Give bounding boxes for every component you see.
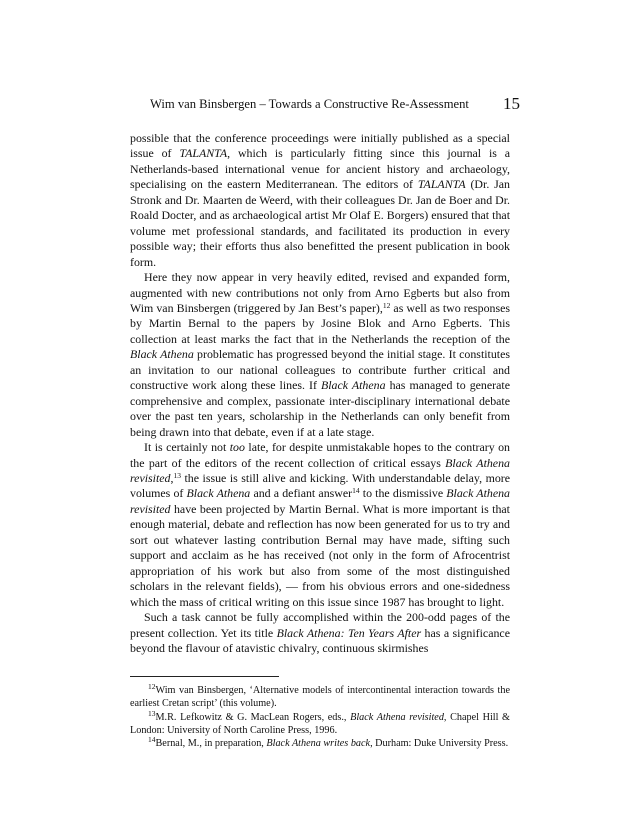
paragraph-1: possible that the conference proceedings were initially published as a special issue of TALANTA, which is particularly fitting since this journal is a Netherlands-based international venue for ancient history and archaeology, specialising on the eastern Mediterranean. The editors of TALANTA (Dr. Jan Stronk and Dr. Maarten de Weerd, with their colleagues Dr. Jan de Boer and Dr. Roald Docter, and as archaeological artist Mr Olaf E. Borgers) ensured that that volume met professional standards, and facilitated its production in every possible way; their efforts thus also benefitted the present publication in book form.: [130, 131, 510, 269]
journal-title: TALANTA: [179, 146, 228, 161]
footnote-ref-13[interactable]: 13: [173, 470, 181, 480]
footnote-separator: [130, 676, 279, 677]
footnotes: [130, 684, 510, 750]
page-number: 15: [503, 94, 520, 113]
book-title: Black Athena revisited: [350, 711, 444, 723]
paragraph-4: Such a task cannot be fully accomplished within the 200-odd pages of the present collection. Yet its title Black Athena: Ten Years After has a significance beyond the flavour of atavistic chivalry, continuous skirmishes: [130, 610, 510, 655]
book-title: Black Athena: [186, 486, 251, 501]
running-title: Wim van Binsbergen – Towards a Constructive Re-Assessment: [150, 97, 469, 111]
footnote-12: $^{12}$Wim van Binsbergen, ‘Alternative models of intercontinental interaction towards the earliest Cretan script’ (this volume).: [130, 682, 510, 710]
book-title: Black Athena revisited: [130, 455, 510, 485]
book-title: Black Athena: Ten Years After: [276, 625, 422, 640]
footnote-number: 14: [148, 735, 156, 745]
book-title: Black Athena: [130, 347, 194, 362]
book-title: Black Athena: [320, 378, 386, 393]
footnote-14: $^{14}$Bernal, M., in preparation, Black Athena writes back, Durham: Duke University Press.: [148, 735, 509, 750]
page-header: [150, 95, 520, 117]
footnote-13: $^{13}$M.R. Lefkowitz & G. MacLean Rogers, eds., Black Athena revisited, Chapel Hill & London: University of North Caroline Press, 1996.: [130, 708, 510, 736]
footnote-ref-12[interactable]: 12: [382, 300, 391, 310]
paragraph-3: It is certainly not too late, for despite unmistakable hopes to the contrary on the part of the editors of the recent collection of critical essays Black Athena revisited,$^{13}$ the issue is still alive and kicking. With understandable delay, more volumes of Black Athena and a defiant answer$^{14}$ to the dismissive Black Athena revisited have been projected by Martin Bernal. What is more important is that enough material, debate and reflection has now been generated for us to try and sort out whatever lasting contribution Bernal may have made, sifting such support and acclaim as he has received (not only in the form of Afrocentrist appropriation of his work but also from some of the most distinguished scholars in the relevant fields), — from his obvious errors and one-sidedness which the mass of critical writing on this issue since 1987 has brought to light.: [130, 440, 511, 609]
footnote-ref-14[interactable]: 14: [352, 486, 360, 496]
book-title: Black Athena writes back: [266, 738, 371, 750]
body-text: [130, 131, 510, 656]
emphasis: too: [229, 440, 245, 455]
footnote-number: 13: [148, 708, 156, 718]
journal-title: TALANTA: [417, 177, 466, 192]
footnote-number: 12: [148, 682, 156, 691]
paragraph-2: Here they now appear in very heavily edited, revised and expanded form, augmented with new contributions not only from Arno Egberts but also from Wim van Binsbergen (triggered by Jan Best’s paper),$^{12}$ as well as two responses by Martin Bernal to the papers by Josine Blok and Arno Egberts. This collection at least marks the fact that in the Netherlands the reception of the Black Athena problematic has progressed beyond the initial stage. It constitutes an invitation to our national colleagues to contribute further critical and constructive work along these lines. If Black Athena has managed to generate comprehensive and complex, passionate inter-disciplinary international debate over the past ten years, scholarship in the Netherlands can only benefit from being drawn into that debate, even if at a late stage.: [130, 270, 511, 439]
book-title: Black Athena revisited: [130, 486, 510, 516]
